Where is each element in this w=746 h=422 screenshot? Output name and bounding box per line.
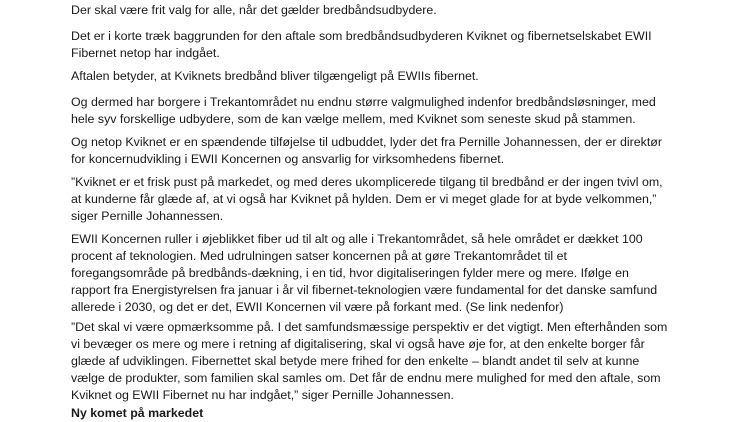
paragraph-line: vælge de produkter, som familien skal samles om. Det får de endnu mere mulighed for med den aftale, som [71,371,661,385]
paragraph-line: hele syv forskellige udbydere, som de kan vælge mellem, med Kviknet som seneste skud på stammen. [71,112,636,126]
paragraph-1 [71,2,437,19]
paragraph-line: ”Kviknet er et frisk pust på markedet, og med deres ukomplicerede tilgang til bredbånd er der ingen tvivl om, [71,175,663,189]
paragraph-line: ”Det skal vi være opmærksomme på. I det samfundsmæssige perspektiv er det vigtigt. Men efterhånden som [71,320,668,334]
paragraph-line: allerede i 2030, og det er det, EWII Koncernen vil være på forkant med. (Se link nedenfor) [71,300,564,314]
section-heading: Ny komet på markedet [71,406,204,420]
paragraph-line: Og netop Kviknet er en spændende tilføjelse til udbuddet, lyder det fra Pernille Johannessen, der er direktør [71,135,662,149]
paragraph-7 [71,231,657,316]
paragraph-line: glæde af udviklingen. Fibernettet skal betyde mere frihed for den enkelte – blandt andet til selv at kunne [71,354,640,368]
paragraph-line: siger Pernille Johannessen. [71,209,224,223]
paragraph-line: Det er i korte træk baggrunden for den aftale som bredbåndsudbyderen Kviknet og fibernetselskabet EWII [71,29,652,43]
paragraph-line: at kunderne får glæde af, at vi også har Kviknet på hylden. Dem er vi meget glade for at byde velkommen,” [71,192,657,206]
paragraph-2 [71,28,652,62]
paragraph-line: vi bevæger os mere og mere i retning af digitalisering, skal vi også have øje for, at den enkelte borger får [71,337,645,351]
paragraph-3 [71,68,479,85]
paragraph-line: for koncernudvikling i EWII Koncernen og ansvarlig for virksomhedens fibernet. [71,152,505,166]
paragraph-4 [71,94,656,128]
paragraph-line: EWII Koncernen ruller i øjeblikket fiber ud til alt og alle i Trekantområdet, så hele området er dækket 100 [71,232,643,246]
paragraph-line: rapport fra Energistyrelsen fra januar i år vil fibernet-teknologien være fundamental for det danske samfund [71,283,658,297]
paragraph-6-quote [71,174,663,225]
paragraph-line: procent af teknologien. Med udrulningen satser koncernen på at gøre Trekantområdet til et [71,249,567,263]
paragraph-line: Kviknet og EWII Fibernet nu har indgået,” siger Pernille Johannessen. [71,388,454,402]
paragraph-8-quote [71,319,667,404]
paragraph-line: Aftalen betyder, at Kviknets bredbånd bliver tilgængeligt på EWIIs fibernet. [71,69,479,83]
paragraph-line: Der skal være frit valg for alle, når det gælder bredbåndsudbydere. [71,3,437,17]
paragraph-line: Fibernet netop har indgået. [71,46,220,60]
paragraph-line: foregangsområde på bredbånds-dækning, i en tid, hvor digitaliseringen fylder mere og mere. Ifølge en [71,266,629,280]
paragraph-line: Og dermed har borgere i Trekantområdet nu endnu større valgmulighed indenfor bredbåndsløsninger, med [71,95,656,109]
paragraph-5 [71,134,662,168]
